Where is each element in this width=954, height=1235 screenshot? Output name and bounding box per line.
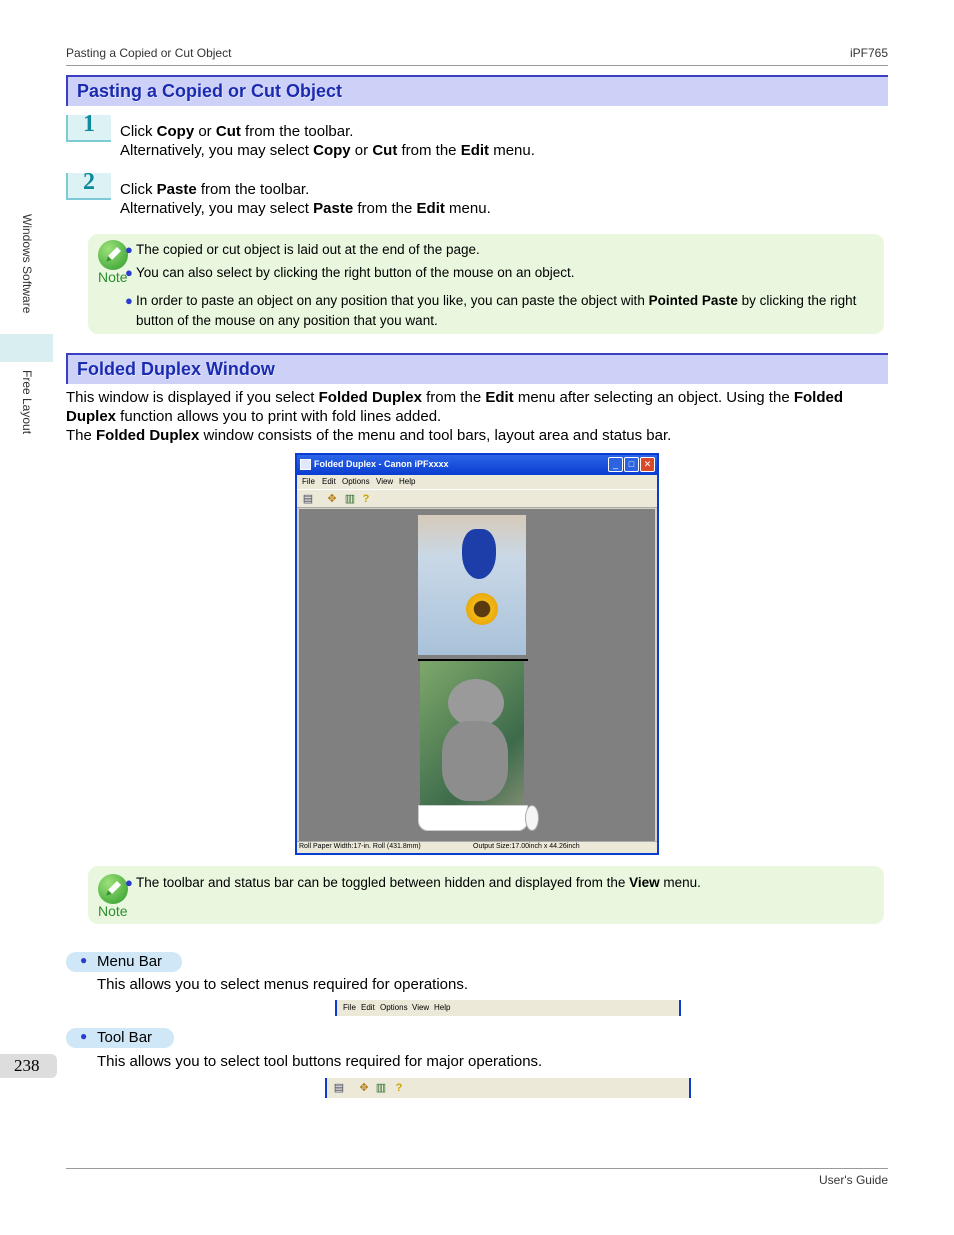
koala-head-shape <box>448 679 504 727</box>
trash-icon[interactable]: ▥ <box>344 493 356 505</box>
intro-paragraph-1: This window is displayed if you select Folded Duplex from the Edit menu after selecting an object. Using the Folded Duplex function allows you to print with fold lines added. <box>66 389 844 425</box>
menu-edit: Edit <box>361 1003 375 1012</box>
step-1-line-2: Alternatively, you may select Copy or Cut from the Edit menu. <box>120 142 535 159</box>
menu-view: View <box>412 1003 430 1012</box>
app-icon <box>300 459 311 470</box>
note-item: ● The toolbar and status bar can be toggled between hidden and displayed from the View menu. <box>125 875 701 890</box>
page-number: 238 <box>14 1056 40 1075</box>
fold-line-icon: ✥ <box>359 1082 369 1094</box>
print-icon[interactable]: ▤ <box>302 493 314 505</box>
running-header-title: Pasting a Copied or Cut Object <box>66 46 232 60</box>
window-title-bar <box>297 455 657 475</box>
menu-bar-heading: ● Menu Bar <box>66 952 182 972</box>
step-number-1: 1 <box>66 115 111 142</box>
trash-icon: ▥ <box>375 1082 387 1094</box>
window-tool-bar <box>297 489 657 508</box>
section-heading-pasting: Pasting a Copied or Cut Object <box>66 75 888 106</box>
menu-options: Options <box>380 1003 408 1012</box>
bullet-icon: ● <box>80 1029 88 1043</box>
side-tab-free-layout: Free Layout <box>20 370 34 435</box>
intro-paragraph-2: The Folded Duplex window consists of the menu and tool bars, layout area and status bar. <box>66 427 672 444</box>
note-label: Note <box>98 903 128 919</box>
step-2-line-2: Alternatively, you may select Paste from the Edit menu. <box>120 200 491 217</box>
paper-roll <box>418 805 528 831</box>
maximize-icon[interactable]: □ <box>624 457 639 472</box>
window-title: Folded Duplex - Canon iPFxxxx <box>314 459 449 469</box>
tool-bar-description: This allows you to select tool buttons required for major operations. <box>97 1053 543 1070</box>
sunflower-shape <box>466 593 498 625</box>
step-1-line-1: Click Copy or Cut from the toolbar. <box>120 123 354 140</box>
side-tab-highlight <box>0 334 53 362</box>
footer-rule <box>66 1168 888 1169</box>
side-tab-windows-software: Windows Software <box>0 210 53 332</box>
status-output-size: Output Size:17.00inch x 44.26inch <box>473 843 580 850</box>
step-2-line-1: Click Paste from the toolbar. <box>120 181 310 198</box>
note-pencil-icon <box>98 874 128 904</box>
tool-bar-heading: ● Tool Bar <box>66 1028 174 1048</box>
menu-bar-strip-screenshot <box>335 1000 681 1016</box>
note-box-toolbar <box>88 866 884 924</box>
koala-body-shape <box>442 721 508 801</box>
note-item: ● The copied or cut object is laid out at the end of the page. <box>125 242 480 257</box>
step-1-text <box>120 122 535 160</box>
folded-duplex-intro <box>66 388 888 445</box>
window-menu-bar <box>297 475 657 489</box>
section-heading-folded-duplex: Folded Duplex Window <box>66 353 888 384</box>
menu-file: File <box>343 1003 356 1012</box>
print-icon: ▤ <box>333 1082 345 1094</box>
step-2-text <box>120 180 491 218</box>
minimize-icon[interactable]: _ <box>608 457 623 472</box>
note-label: Note <box>98 269 128 285</box>
tool-bar-strip-screenshot <box>325 1078 691 1098</box>
layout-area <box>299 509 655 841</box>
step-number-2: 2 <box>66 173 111 200</box>
menu-help[interactable]: Help <box>399 477 416 486</box>
menu-help: Help <box>434 1003 451 1012</box>
menu-view[interactable]: View <box>376 477 394 486</box>
status-roll-width: Roll Paper Width:17-in. Roll (431.8mm) <box>299 843 421 850</box>
menu-edit[interactable]: Edit <box>322 477 336 486</box>
help-icon[interactable]: ? <box>362 493 370 505</box>
help-icon: ? <box>395 1082 403 1094</box>
window-status-bar <box>297 841 657 853</box>
menu-file[interactable]: File <box>302 477 315 486</box>
note-box-paste <box>88 234 884 334</box>
page-image-flowers <box>418 515 526 655</box>
menu-bar-description: This allows you to select menus required for operations. <box>97 976 469 993</box>
fold-line-icon[interactable]: ✥ <box>327 493 337 505</box>
close-icon[interactable]: ✕ <box>640 457 655 472</box>
roll-end <box>525 805 539 831</box>
vase-shape <box>462 529 496 579</box>
folded-duplex-window-screenshot <box>295 453 659 855</box>
note-pencil-icon <box>98 240 128 270</box>
running-header-model: iPF765 <box>849 46 888 60</box>
note-item: ● You can also select by clicking the right button of the mouse on an object. <box>125 265 575 280</box>
menu-options[interactable]: Options <box>342 477 370 486</box>
page-image-koala <box>420 661 524 805</box>
bullet-icon: ● <box>80 953 88 967</box>
note-item: ● In order to paste an object on any position that you like, you can paste the object with Pointed Paste by clicking the right button of the mouse on any position that you want. <box>125 293 857 328</box>
header-rule <box>66 65 888 66</box>
page-number-tab <box>0 1054 57 1078</box>
footer-guide-name: User's Guide <box>819 1173 888 1187</box>
